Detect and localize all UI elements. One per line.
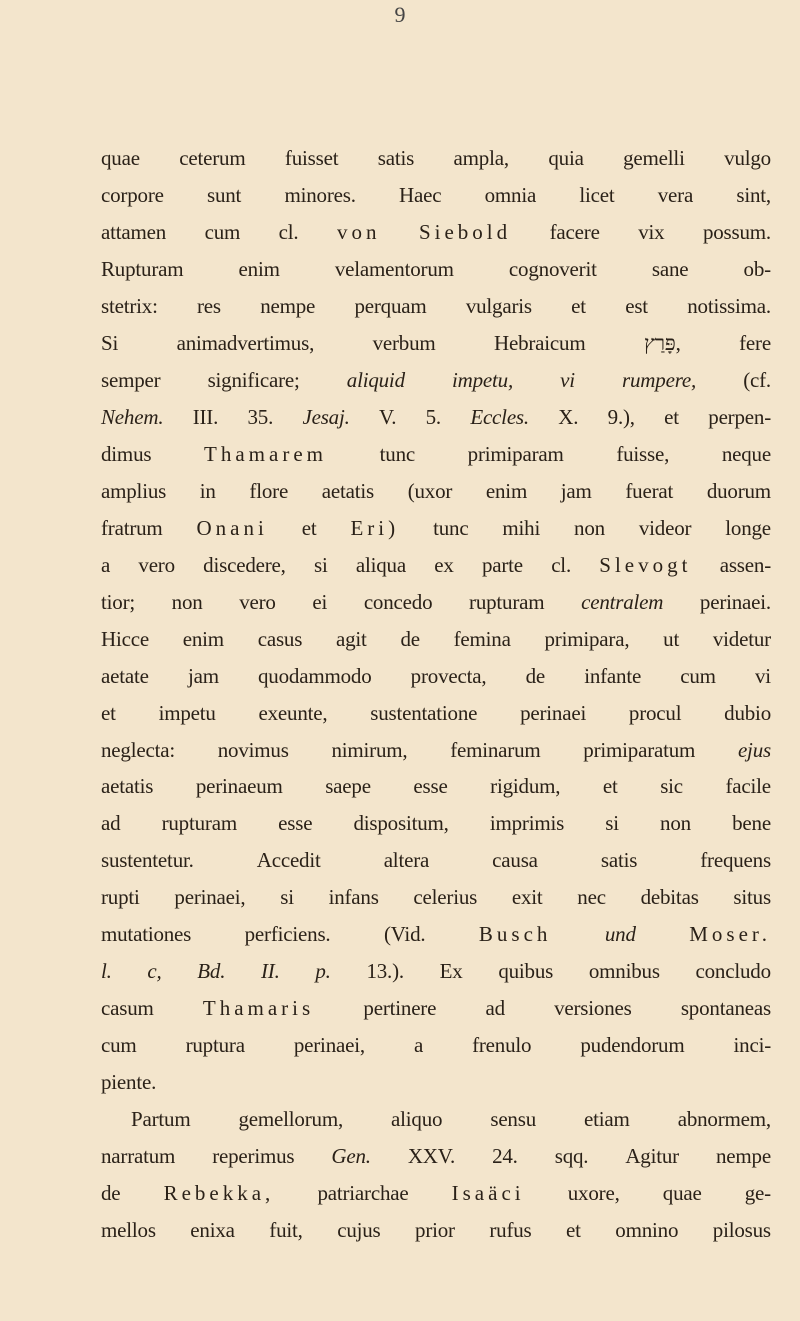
word: enixa <box>190 1218 235 1243</box>
word: et <box>101 700 116 725</box>
word: casus <box>257 626 303 651</box>
word: aliquo <box>391 1107 443 1132</box>
word: tunc <box>433 515 469 540</box>
word: perinaei, <box>174 885 246 910</box>
text-line <box>101 510 771 547</box>
text-line <box>101 584 771 621</box>
word: licet <box>579 182 615 207</box>
word: 13.). <box>366 959 404 984</box>
word: ejus <box>737 737 771 762</box>
word: gemellorum, <box>238 1107 344 1132</box>
word: cl. <box>278 219 299 244</box>
word: parte <box>481 552 523 577</box>
word: piente. <box>101 1070 157 1095</box>
text-line <box>101 990 771 1027</box>
word: patriarchae <box>317 1181 409 1206</box>
word: imprimis <box>489 811 565 836</box>
word: si <box>313 552 328 577</box>
text-line <box>101 251 771 288</box>
word: est <box>625 293 648 318</box>
word: ampla, <box>453 146 509 170</box>
word: duorum <box>706 478 771 503</box>
word: corpore <box>101 182 164 207</box>
word: Accedit <box>256 848 321 873</box>
word: mellos <box>101 1218 156 1243</box>
word: Nehem. <box>101 404 164 429</box>
word: uxore, <box>567 1181 620 1206</box>
word: situs <box>733 885 771 910</box>
word: rupti <box>101 885 140 910</box>
word: facile <box>725 774 771 799</box>
word: celerius <box>413 885 478 910</box>
word: velamentorum <box>334 256 454 281</box>
word: ad <box>101 811 121 836</box>
word: tunc <box>379 441 415 466</box>
word: cum <box>204 219 241 244</box>
word: rupturam <box>161 811 237 836</box>
word: Thamarem <box>204 441 327 466</box>
word: si <box>280 885 294 910</box>
word: provecta, <box>410 663 487 688</box>
word: amplius <box>101 478 167 503</box>
word: Busch <box>478 922 552 947</box>
word: frenulo <box>472 1033 532 1058</box>
word: perquam <box>354 293 427 318</box>
word: centralem <box>581 589 664 614</box>
word: animadvertimus, <box>176 330 315 355</box>
word: vero <box>239 589 276 614</box>
word: versiones <box>554 996 632 1021</box>
word: aetatis <box>101 774 154 799</box>
word: abnormem, <box>677 1107 771 1132</box>
word: Eri) <box>350 515 400 540</box>
word: c, <box>147 959 162 984</box>
word: Slevogt <box>599 552 692 577</box>
word: rufus <box>489 1218 532 1243</box>
word: nec <box>577 885 606 910</box>
word: significare; <box>207 367 300 392</box>
word: novimus <box>217 737 289 762</box>
word: res <box>197 293 221 318</box>
word: notissima. <box>687 293 771 318</box>
word: p. <box>315 959 331 984</box>
text-line <box>101 805 771 842</box>
word: facere <box>549 219 600 244</box>
word: Rupturam <box>101 256 184 281</box>
word: assen- <box>719 552 771 577</box>
word: in <box>199 478 216 503</box>
word: satis <box>377 146 415 170</box>
word: impetu, <box>452 367 514 392</box>
word: a <box>101 552 111 577</box>
text-line <box>101 214 771 251</box>
word: 24. <box>492 1144 518 1169</box>
word: et <box>664 404 679 429</box>
word: concludo <box>695 959 771 984</box>
word: et <box>566 1218 581 1243</box>
word: vix <box>638 219 665 244</box>
word: si <box>605 811 619 836</box>
text-line <box>101 1175 771 1212</box>
word: Siebold <box>418 219 512 244</box>
word: Moser. <box>689 922 771 947</box>
word: ei <box>312 589 328 614</box>
word: altera <box>383 848 430 873</box>
word: sic <box>660 774 683 799</box>
word: vi <box>755 663 771 688</box>
word: aliqua <box>355 552 406 577</box>
word: aliquid <box>346 367 405 392</box>
word: cum <box>101 1033 137 1058</box>
word: exeunte, <box>258 700 328 725</box>
word: X. <box>558 404 579 429</box>
text-line <box>101 1027 771 1064</box>
word: sane <box>651 256 689 281</box>
word: cl. <box>551 552 571 577</box>
word: fuisse, <box>616 441 670 466</box>
text-line <box>101 362 771 399</box>
word: bene <box>732 811 771 836</box>
word: concedo <box>363 589 433 614</box>
word: de <box>525 663 546 688</box>
word: dispositum, <box>353 811 449 836</box>
word: und <box>604 922 636 947</box>
word: esse <box>278 811 313 836</box>
text-line <box>101 658 771 695</box>
word: gemelli <box>623 146 685 170</box>
word: nempe <box>260 293 316 318</box>
word: quodammodo <box>258 663 372 688</box>
word: Agitur <box>625 1144 679 1169</box>
word: et <box>602 774 618 799</box>
word: nempe <box>715 1144 771 1169</box>
text-line <box>101 436 771 473</box>
word: mihi <box>502 515 541 540</box>
word: fuerat <box>625 478 674 503</box>
word: vulgo <box>724 146 771 170</box>
text-line <box>101 399 771 436</box>
word: nimirum, <box>331 737 408 762</box>
word: פָּרַץ, <box>643 330 681 355</box>
word: infante <box>584 663 642 688</box>
text-line <box>101 325 771 362</box>
word: (cf. <box>743 367 771 392</box>
word: de <box>400 626 420 651</box>
page-number: 9 <box>394 2 406 27</box>
word: dimus <box>101 441 152 466</box>
word: Haec <box>399 182 442 207</box>
word: cognoverit <box>508 256 597 281</box>
word: Si <box>101 330 119 355</box>
word: III. <box>192 404 219 429</box>
word: Thamaris <box>202 996 315 1021</box>
word: impetu <box>158 700 216 725</box>
text-line <box>101 473 771 510</box>
word: perpen- <box>708 404 771 429</box>
word: spontaneas <box>680 996 771 1021</box>
word: aetate <box>101 663 149 688</box>
word: Isaäci <box>451 1181 525 1206</box>
word: ex <box>434 552 454 577</box>
word: non <box>660 811 691 836</box>
word: V. <box>378 404 397 429</box>
text-line <box>101 916 771 953</box>
word: semper <box>101 367 161 392</box>
word: 35. <box>247 404 274 429</box>
word: ceterum <box>179 146 246 170</box>
word: tior; <box>101 589 135 614</box>
word: enim <box>238 256 280 281</box>
word: primiparatum <box>583 737 696 762</box>
word: Gen. <box>331 1144 371 1169</box>
word: vero <box>138 552 175 577</box>
word: perinaei, <box>293 1033 365 1058</box>
word: exit <box>511 885 543 910</box>
word: pilosus <box>712 1218 771 1243</box>
word: sustentatione <box>370 700 478 725</box>
word: fuit, <box>269 1218 303 1243</box>
word: de <box>101 1181 121 1206</box>
word: flore <box>249 478 289 503</box>
word: Bd. <box>197 959 226 984</box>
word: Hebraicum <box>494 330 586 355</box>
word: pudendorum <box>580 1033 685 1058</box>
word: 9.), <box>607 404 635 429</box>
word: aetatis <box>321 478 375 503</box>
word: videtur <box>712 626 771 651</box>
word: rumpere, <box>622 367 697 392</box>
word: Hicce <box>101 626 149 651</box>
word: XXV. <box>407 1144 456 1169</box>
word: fratrum <box>101 515 163 540</box>
text-line <box>101 177 771 214</box>
word: ad <box>485 996 505 1021</box>
word: cujus <box>337 1218 381 1243</box>
word: ob- <box>743 256 771 281</box>
word: inci- <box>733 1033 771 1058</box>
word: Ex <box>439 959 463 984</box>
word: omnia <box>484 182 537 207</box>
word: narratum <box>101 1144 176 1169</box>
word: saepe <box>325 774 371 799</box>
word: jam <box>187 663 219 688</box>
text-line <box>101 140 771 177</box>
word: omnino <box>615 1218 679 1243</box>
word: prior <box>415 1218 455 1243</box>
word: vera <box>657 182 694 207</box>
word: fuisset <box>284 146 339 170</box>
word: quia <box>548 146 584 170</box>
word: ruptura <box>185 1033 245 1058</box>
text-line <box>101 695 771 732</box>
word: Partum <box>131 1107 191 1132</box>
word: Jesaj. <box>302 404 350 429</box>
word: II. <box>261 959 280 984</box>
word: infans <box>328 885 379 910</box>
word: causa <box>492 848 538 873</box>
word: etiam <box>584 1107 630 1132</box>
text-line <box>101 1064 771 1101</box>
word: esse <box>413 774 448 799</box>
word: possum. <box>702 219 771 244</box>
text-line <box>101 547 771 584</box>
word: satis <box>600 848 638 873</box>
word: jam <box>560 478 592 503</box>
word: verbum <box>372 330 436 355</box>
text-line <box>101 953 771 990</box>
word: primiparam <box>467 441 564 466</box>
word: stetrix: <box>101 293 158 318</box>
word: ut <box>663 626 680 651</box>
word: et <box>301 515 317 540</box>
word: sint, <box>736 182 771 207</box>
word: discedere, <box>203 552 286 577</box>
word: fere <box>739 330 771 355</box>
word: a <box>413 1033 424 1058</box>
word: Onani <box>196 515 268 540</box>
word: procul <box>628 700 682 725</box>
text-line <box>101 1101 771 1138</box>
word: non <box>171 589 203 614</box>
word: longe <box>725 515 771 540</box>
text-line <box>101 1138 771 1175</box>
word: perinaeum <box>195 774 283 799</box>
word: enim <box>182 626 224 651</box>
word: non <box>574 515 605 540</box>
word: pertinere <box>363 996 437 1021</box>
text-line <box>101 288 771 325</box>
word: omnibus <box>588 959 660 984</box>
word: videor <box>638 515 692 540</box>
text-line <box>101 732 771 769</box>
word: feminarum <box>450 737 541 762</box>
word: femina <box>453 626 511 651</box>
word: neque <box>721 441 771 466</box>
word: quae <box>101 146 140 170</box>
word: 5. <box>425 404 441 429</box>
word: reperimus <box>212 1144 295 1169</box>
text-line <box>101 621 771 658</box>
word: sqq. <box>554 1144 589 1169</box>
word: rigidum, <box>490 774 561 799</box>
word: enim <box>485 478 528 503</box>
word: perficiens. <box>244 922 331 947</box>
word: perinaei <box>520 700 587 725</box>
word: cum <box>680 663 716 688</box>
word: agit <box>335 626 367 651</box>
word: et <box>571 293 586 318</box>
word: sunt <box>206 182 242 207</box>
word: frequens <box>700 848 771 873</box>
word: quae <box>662 1181 702 1206</box>
word: casum <box>101 996 154 1021</box>
word: neglecta: <box>101 737 175 762</box>
word: ge- <box>744 1181 771 1206</box>
word: quibus <box>498 959 554 984</box>
word: perinaei. <box>699 589 771 614</box>
text-line <box>101 1212 771 1249</box>
word: Eccles. <box>470 404 529 429</box>
word: mutationes <box>101 922 192 947</box>
word: dubio <box>724 700 771 725</box>
word: (uxor <box>407 478 453 503</box>
word: vi <box>560 367 575 392</box>
word: sensu <box>490 1107 537 1132</box>
word: l. <box>101 959 112 984</box>
word: minores. <box>284 182 356 207</box>
word: attamen <box>101 219 167 244</box>
text-line <box>101 842 771 879</box>
word: primipara, <box>544 626 630 651</box>
word: rupturam <box>469 589 545 614</box>
word: sustentetur. <box>101 848 194 873</box>
word: Rebekka, <box>163 1181 275 1206</box>
body-text <box>101 140 771 1249</box>
text-line <box>101 879 771 916</box>
word: (Vid. <box>383 922 426 947</box>
word: debitas <box>640 885 699 910</box>
word: vulgaris <box>465 293 532 318</box>
text-line <box>101 768 771 805</box>
word: von <box>336 219 381 244</box>
